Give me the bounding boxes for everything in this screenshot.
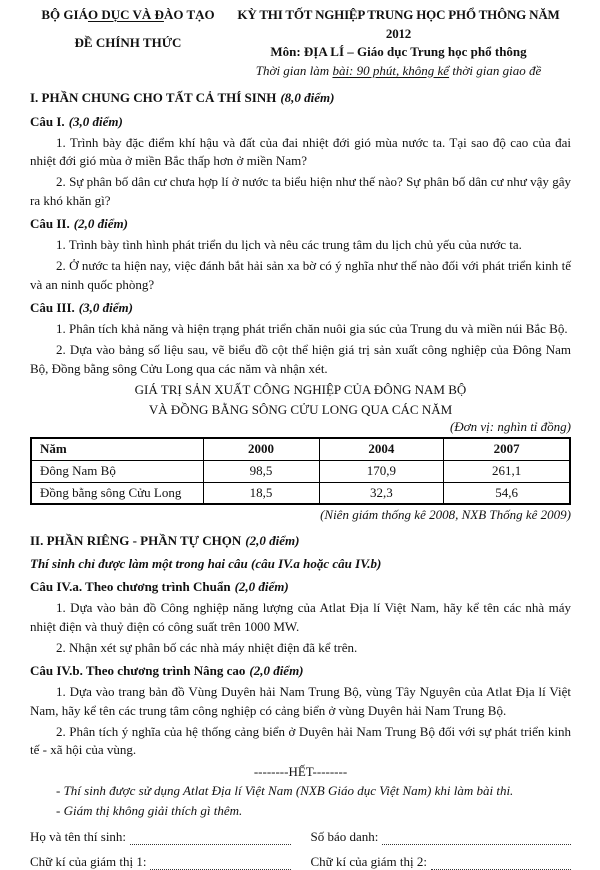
proctor2-signature-fill-line <box>431 856 571 870</box>
part2-heading <box>30 532 571 551</box>
cau4a-question1: 1. Dựa vào bản đồ Công nghiệp năng lượng của Atlat Địa lí Việt Nam, hãy kể tên các nhà máy nhiệt điện và thuỷ điện có công suất trên 1000 MW. <box>30 600 571 634</box>
table-title-line2: VÀ ĐỒNG BẰNG SÔNG CỬU LONG QUA CÁC NĂM <box>148 402 453 417</box>
cau4a-question2: 2. Nhận xét sự phân bố các nhà máy nhiệt điện đã kể trên. <box>56 639 358 655</box>
cau2-heading <box>30 215 571 234</box>
cau4b-label: Câu IV.b. Theo chương trình Nâng cao <box>30 663 246 678</box>
duration-line <box>226 62 571 81</box>
exam-note-2: - Giám thị không giải thích gì thêm. <box>56 802 243 818</box>
part2-heading-text: II. PHẦN RIÊNG - PHẦN TỰ CHỌN <box>30 533 242 548</box>
end-marker: --------HẾT-------- <box>253 763 348 779</box>
table-row <box>31 460 570 482</box>
cau4b-points: (2,0 điểm) <box>249 663 304 678</box>
table-cell-value: 261,1 <box>444 460 570 482</box>
cau2-label: Câu II. <box>30 216 70 231</box>
ministry-name-underlined: O DỤC VÀ Đ <box>87 7 164 22</box>
table-cell-value: 32,3 <box>319 482 444 504</box>
proctor1-signature-field <box>30 853 291 870</box>
candidate-name-fill-line <box>130 831 290 845</box>
proctor2-signature-label: Chữ kí của giám thị 2: <box>310 854 427 869</box>
cau3-label: Câu III. <box>30 300 75 315</box>
table-cell-value: 170,9 <box>319 460 444 482</box>
candidate-info-row <box>30 828 571 845</box>
choose-one-note: Thí sinh chỉ được làm một trong hai câu (câu IV.a hoặc câu IV.b) <box>30 555 382 571</box>
part1-heading-text: I. PHẦN CHUNG CHO TẤT CẢ THÍ SINH <box>30 90 277 105</box>
candidate-name-field <box>30 828 291 845</box>
duration-underlined: bài: 90 phút, không kể <box>332 62 450 78</box>
table-header-2000: 2000 <box>203 438 319 460</box>
cau1-question2: 2. Sự phân bố dân cư chưa hợp lí ở nước ta biểu hiện như thế nào? Sự phân bố dân cư như vậy gây ra khó khăn gì? <box>30 174 571 208</box>
table-unit: (Đơn vị: nghìn tỉ đồng) <box>449 419 571 434</box>
cau1-heading <box>30 113 571 132</box>
cau3-heading <box>30 299 571 318</box>
issuer-block <box>30 6 226 80</box>
cau1-question1: 1. Trình bày đặc điểm khí hậu và đất của đai nhiệt đới gió mùa nước ta. Tại sao độ cao của đai nhiệt đới gió mùa ở miền Bắc thấp hơn ở miền Nam? <box>30 134 571 168</box>
ministry-name-pre: BỘ GIÁ <box>41 7 88 22</box>
ministry-name <box>30 6 226 25</box>
cau1-label: Câu I. <box>30 113 65 129</box>
candidate-number-field <box>311 828 572 845</box>
table-header-2004: 2004 <box>319 438 444 460</box>
table-row <box>31 482 570 504</box>
cau2-question2: 2. Ở nước ta hiện nay, việc đánh bắt hải sản xa bờ có ý nghĩa như thế nào đối với phát triển kinh tế và an ninh quốc phòng? <box>30 258 571 292</box>
table-cell-value: 18,5 <box>203 482 319 504</box>
part2-points: (2,0 điểm) <box>245 533 300 548</box>
cau4b-question2: 2. Phân tích ý nghĩa của hệ thống cảng biển ở Duyên hải Nam Trung Bộ đối với sự phát triển kinh tế - xã hội của vùng. <box>30 723 571 757</box>
proctor1-signature-fill-line <box>150 856 290 870</box>
exam-title: KỲ THI TỐT NGHIỆP TRUNG HỌC PHỔ THÔNG NĂM 2012 <box>237 7 560 41</box>
data-table <box>30 437 571 505</box>
duration-pre: Thời gian làm <box>255 62 333 78</box>
part1-heading <box>30 89 571 108</box>
table-title-line1: GIÁ TRỊ SẢN XUẤT CÔNG NGHIỆP CỦA ĐÔNG NAM BỘ <box>134 382 467 397</box>
cau3-points: (3,0 điểm) <box>78 300 133 315</box>
table-cell-region: Đông Nam Bộ <box>31 460 203 482</box>
table-header-row <box>31 438 570 460</box>
cau4a-label: Câu IV.a. Theo chương trình Chuẩn <box>30 579 231 594</box>
subject-line: Môn: ĐỊA LÍ – Giáo dục Trung học phổ thông <box>270 44 527 59</box>
cau4a-points: (2,0 điểm) <box>234 579 289 594</box>
cau3-question2: 2. Dựa vào bảng số liệu sau, vẽ biểu đồ cột thể hiện giá trị sản xuất công nghiệp của Đông Nam Bộ, Đồng bằng sông Cửu Long qua các năm và nhận xét. <box>30 342 571 376</box>
candidate-number-label: Số báo danh: <box>310 829 379 844</box>
cau2-question1: 1. Trình bày tình hình phát triển du lịch và nêu các trung tâm du lịch chủ yếu của nước ta. <box>56 237 522 252</box>
table-header-nam: Năm <box>31 438 203 460</box>
exam-status: ĐỀ CHÍNH THỨC <box>74 34 182 50</box>
proctor-signature-row <box>30 853 571 870</box>
cau2-points: (2,0 điểm) <box>73 216 128 231</box>
table-cell-value: 54,6 <box>444 482 570 504</box>
cau1-points: (3,0 điểm) <box>68 113 123 129</box>
table-cell-region: Đồng bằng sông Cửu Long <box>31 482 203 504</box>
cau4b-heading <box>30 662 571 681</box>
cau4a-heading <box>30 578 571 597</box>
table-source: (Niên giám thống kê 2008, NXB Thống kê 2009) <box>320 507 571 522</box>
proctor2-signature-field <box>311 853 572 870</box>
candidate-number-fill-line <box>382 831 571 845</box>
table-header-2007: 2007 <box>444 438 570 460</box>
part1-points: (8,0 điểm) <box>280 90 335 105</box>
proctor1-signature-label: Chữ kí của giám thị 1: <box>30 854 147 869</box>
ministry-name-post: ÀO TẠO <box>163 7 215 22</box>
exam-title-block <box>226 6 571 80</box>
duration-post: thời gian giao đề <box>449 62 542 78</box>
cau4b-question1: 1. Dựa vào trang bản đồ Vùng Duyên hải Nam Trung Bộ, vùng Tây Nguyên của Atlat Địa lí Việt Nam, hãy kể tên các trung tâm công nghiệp có cảng biển ở vùng Duyên hải Nam Trung Bộ. <box>30 684 571 718</box>
candidate-name-label: Họ và tên thí sinh: <box>30 829 127 844</box>
cau3-question1: 1. Phân tích khả năng và hiện trạng phát triển chăn nuôi gia súc của Trung du và miền núi Bắc Bộ. <box>56 321 568 336</box>
document-header <box>30 6 571 80</box>
table-cell-value: 98,5 <box>203 460 319 482</box>
exam-note-1: - Thí sinh được sử dụng Atlat Địa lí Việt Nam (NXB Giáo dục Việt Nam) khi làm bài thi. <box>56 783 514 798</box>
